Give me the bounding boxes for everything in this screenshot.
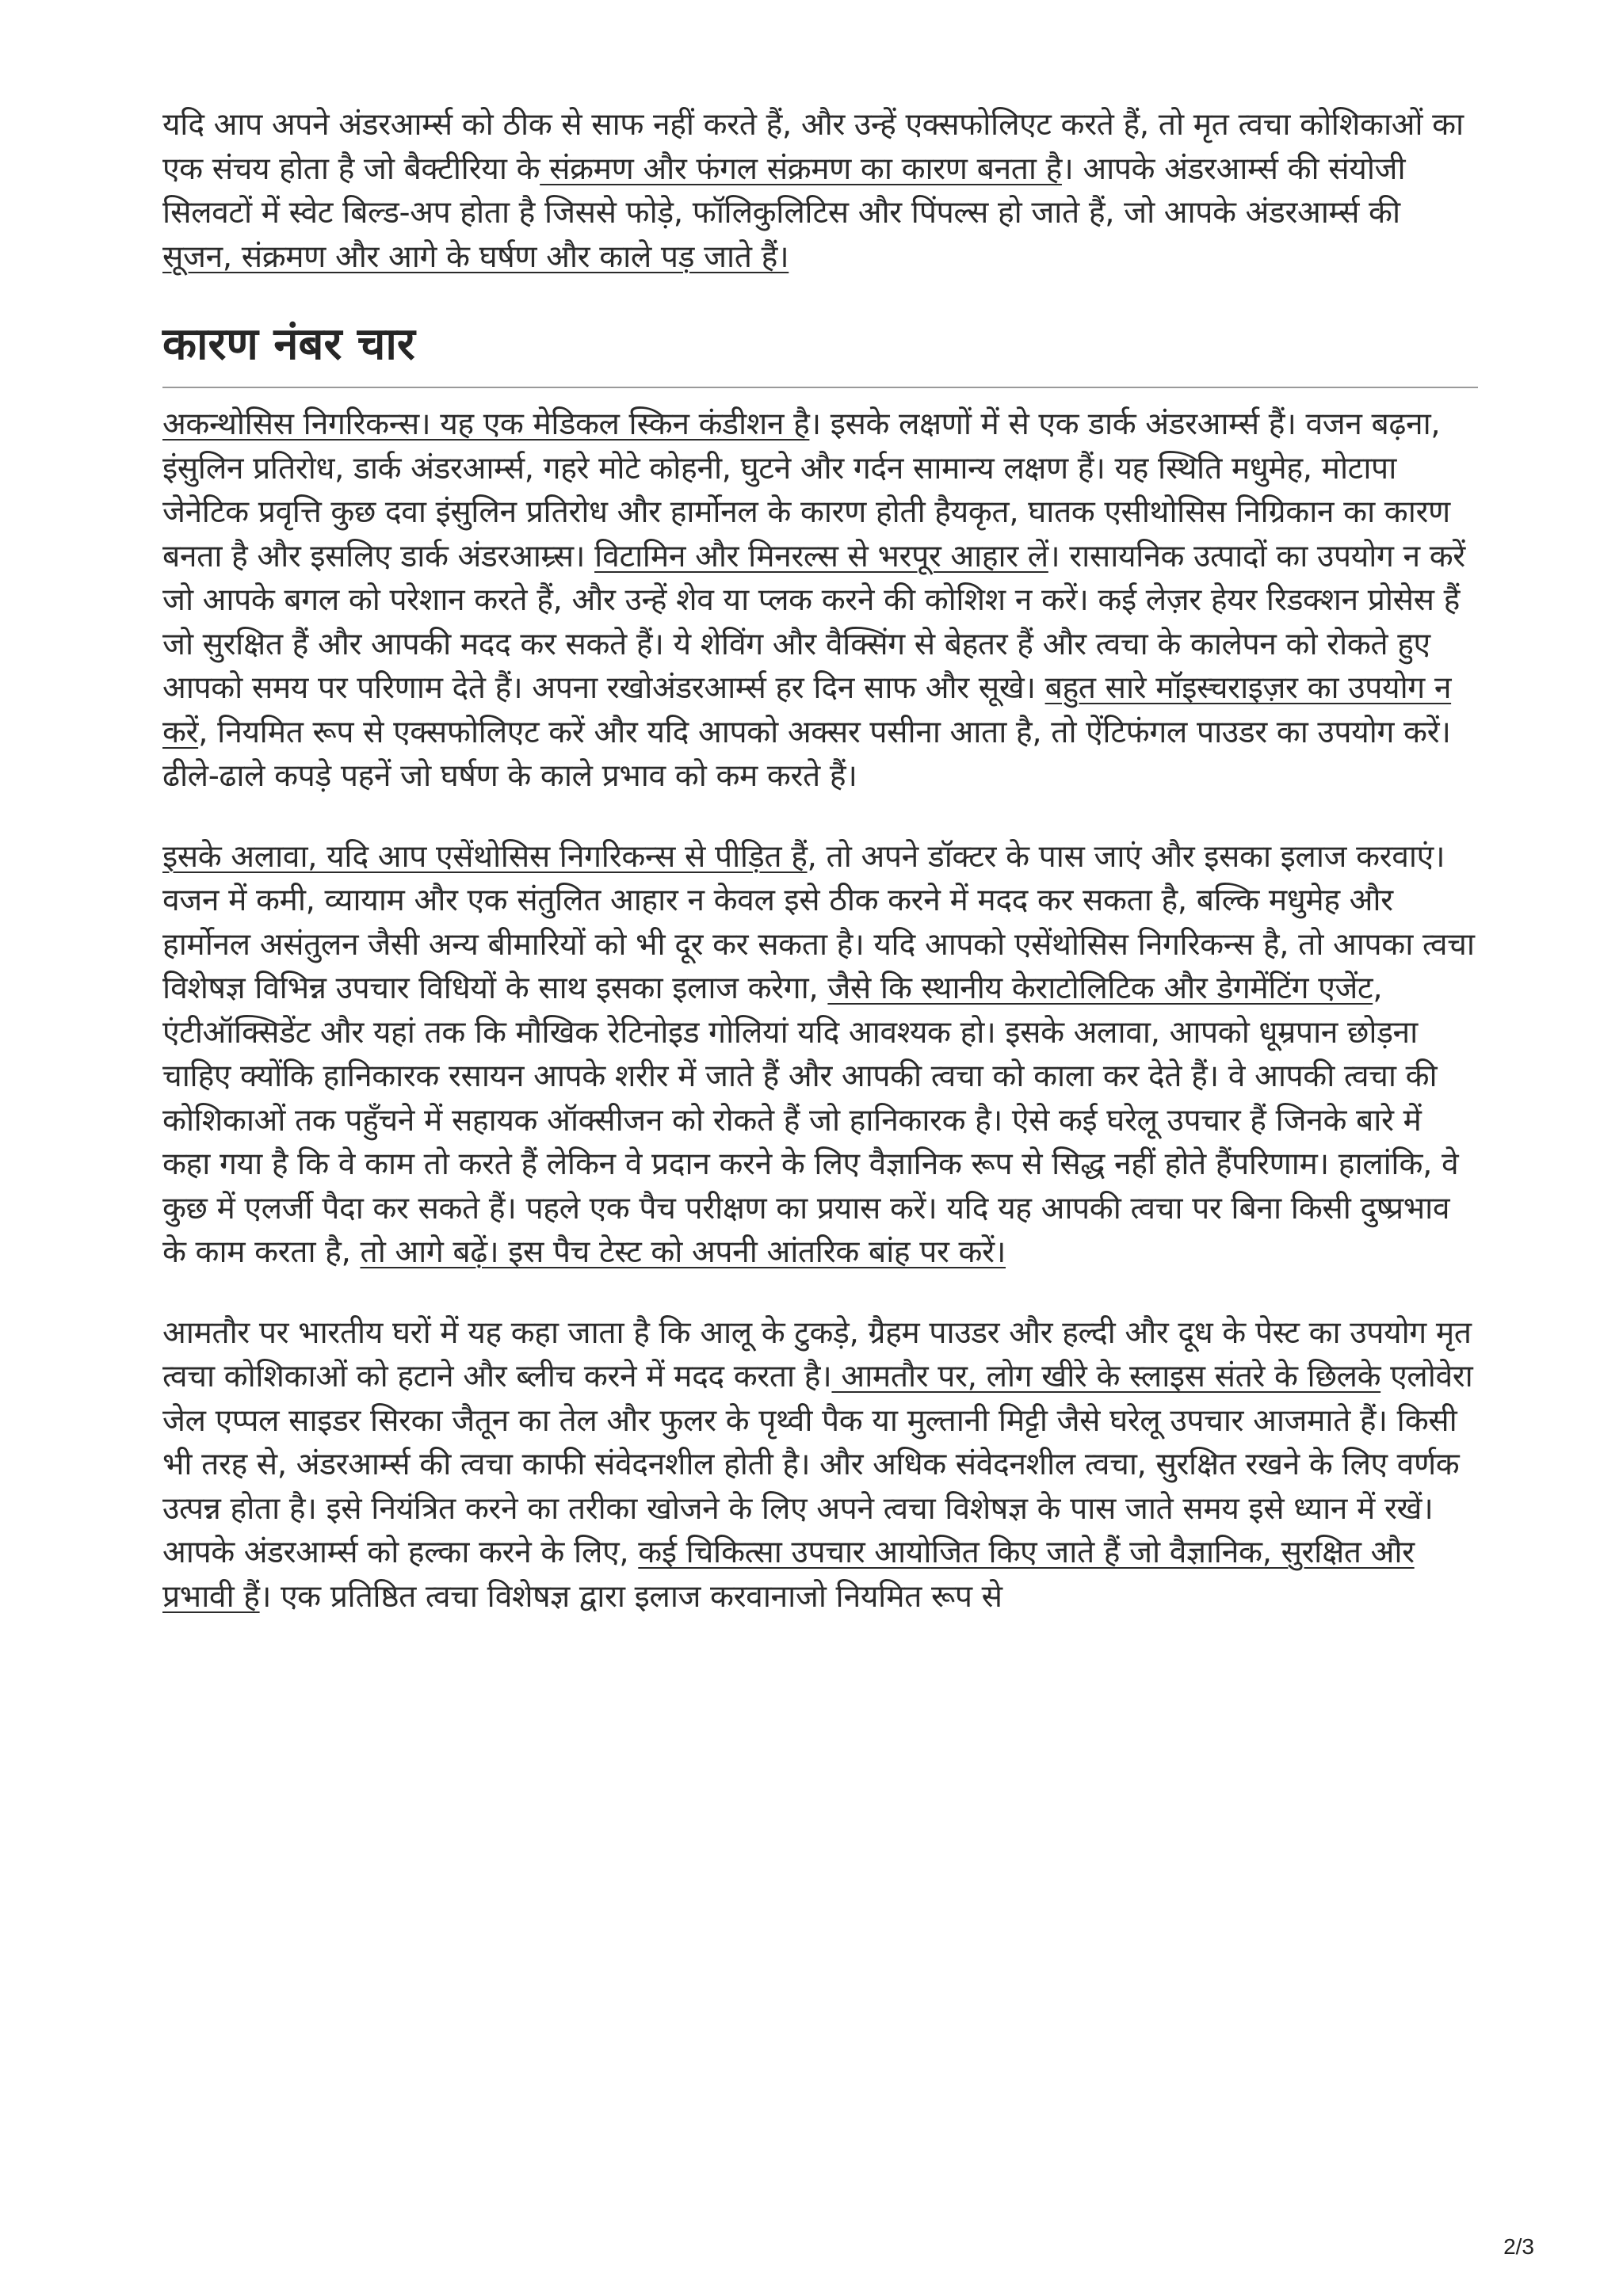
link-infection[interactable]: संक्रमण और फंगल संक्रमण का कारण बनता है <box>540 151 1062 187</box>
link-vitamin-diet[interactable]: विटामिन और मिनरल्स से भरपूर आहार लें <box>594 538 1048 574</box>
section-heading-block <box>162 317 1478 388</box>
document-page <box>162 103 1478 1619</box>
paragraph-1 <box>162 103 1478 279</box>
section-heading: कारण नंबर चार <box>162 318 415 370</box>
paragraph-1-text-1: यदि आप अपने अंडरआर्म्स को ठीक से साफ नहीं करते हैं, और उन्हें एक्सफोलिएट करते हैं, तो मृत त्वचा कोशिकाओं का एक संचय होता है जो बैक्टीरिया के <box>162 107 1464 187</box>
paragraph-3 <box>162 835 1478 1275</box>
paragraph-gap <box>162 1275 1478 1311</box>
link-keratolytic-agents[interactable]: जैसे कि स्थानीय केराटोलिटिक और डेगमेंटिंग एजेंट <box>827 971 1373 1006</box>
paragraph-2-text-1: । इसके लक्षणों में से एक डार्क अंडरआर्म्स हैं। वजन बढ़ना, इंसुलिन प्रतिरोध, डार्क अंडरआर्म्स, गहरे मोटे कोहनी, घुटने और गर्दन सामान्य लक्षण हैं। यह स्थिति मधुमेह, मोटापा जेनेटिक प्रवृत्ति कुछ दवा इंसुलिन प्रतिरोध और हार्मोनल के कारण होती हैयकृत, घातक एसीथोसिस निग्रिकान का कारण बनता है और इसलिए डार्क अंडरआम्र्स। <box>162 406 1450 574</box>
paragraph-4-text-1: आमतौर पर भारतीय घरों में यह कहा जाता है कि आलू के टुकड़े, ग्रैहम पाउडर और हल्दी और दूध के पेस्ट का उपयोग मृत त्वचा कोशिकाओं को हटाने और ब्लीच करने में मदद करता है। <box>162 1314 1472 1394</box>
link-acanthosis[interactable]: अकन्थोसिस निगरिकन्स। यह एक मेडिकल स्किन कंडीशन है <box>162 406 810 442</box>
paragraph-2-text-3: , नियमित रूप से एक्सफोलिएट करें और यदि आपको अक्सर पसीना आता है, तो ऐंटिफंगल पाउडर का उपयोग करें। ढीले-ढाले कपड़े पहनें जो घर्षण के काले प्रभाव को कम करते हैं। <box>162 714 1451 794</box>
page-number: 2/3 <box>1503 2234 1534 2259</box>
paragraph-3-text-1: , तो अपने डॉक्टर के पास जाएं और इसका इलाज करवाएं। वजन में कमी, व्यायाम और एक संतुलित आहार न केवल इसे ठीक करने में मदद कर सकता है, बल्कि मधुमेह और हार्मोनल असंतुलन जैसी अन्य बीमारियों को भी दूर कर सकता है। यदि आपको एसेंथोसिस निगरिकन्स है, तो आपका त्वचा विशेषज्ञ विभिन्न उपचार विधियों के साथ इसका इलाज करेगा, <box>162 838 1475 1006</box>
paragraph-4-text-2: एलोवेरा जेल एप्पल साइडर सिरका जैतून का तेल और फुलर के पृथ्वी पैक या मुल्तानी मिट्टी जैसे घरेलू उपचार आजमाते हैं। किसी भी तरह से, अंडरआर्म्स की त्वचा काफी संवेदनशील होती है। और अधिक संवेदनशील त्वचा, सुरक्षित रखने के लिए वर्णक उत्पन्न होता है। इसे नियंत्रित करने का तरीका खोजने के लिए अपने त्वचा विशेषज्ञ के पास जाते समय इसे ध्यान में रखें। आपके अंडरआर्म्स को हल्का करने के लिए, <box>162 1359 1473 1570</box>
paragraph-2-text-2: । रासायनिक उत्पादों का उपयोग न करें जो आपके बगल को परेशान करते हैं, और उन्हें शेव या प्लक करने की कोशिश न करें। कई लेज़र हेयर रिडक्शन प्रोसेस हैं जो सुरक्षित हैं और आपकी मदद कर सकते हैं। ये शेविंग और वैक्सिंग से बेहतर हैं और त्वचा के कालेपन को रोकते हुए आपको समय पर परिणाम देते हैं। अपना रखोअंडरआर्म्स हर दिन साफ और सूखे। <box>162 538 1465 706</box>
paragraph-4-text-3: । एक प्रतिष्ठित त्वचा विशेषज्ञ द्वारा इलाज करवानाजो नियमित रूप से <box>259 1578 1002 1615</box>
link-home-remedies[interactable]: आमतौर पर, लोग खीरे के स्लाइस संतरे के छिलके <box>831 1359 1381 1394</box>
link-swelling[interactable]: सूजन, संक्रमण और आगे के घर्षण और काले पड़ जाते हैं। <box>162 238 789 275</box>
paragraph-2 <box>162 402 1478 799</box>
link-acanthosis-suffering[interactable]: इसके अलावा, यदि आप एसेंथोसिस निगरिकन्स से पीड़ित हैं <box>162 838 808 875</box>
link-medical-treatments[interactable]: कई चिकित्सा उपचार आयोजित किए जाते हैं जो वैज्ञानिक, सुरक्षित और प्रभावी हैं <box>162 1535 1415 1615</box>
link-patch-test[interactable]: तो आगे बढ़ें। इस पैच टेस्ट को अपनी आंतरिक बांह पर करें। <box>360 1234 1006 1270</box>
paragraph-gap <box>162 799 1478 835</box>
link-moisturizer[interactable]: बहुत सारे मॉइस्चराइज़र का उपयोग न करें <box>162 670 1452 750</box>
paragraph-3-text-2: , एंटीऑक्सिडेंट और यहां तक कि मौखिक रेटिनोइड गोलियां यदि आवश्यक हो। इसके अलावा, आपको धूम्रपान छोड़ना चाहिए क्योंकि हानिकारक रसायन आपके शरीर में जाते हैं और आपकी त्वचा को काला कर देते हैं। वे आपकी त्वचा की कोशिकाओं तक पहुँचने में सहायक ऑक्सीजन को रोकते हैं जो हानिकारक है। ऐसे कई घरेलू उपचार हैं जिनके बारे में कहा गया है कि वे काम तो करते हैं लेकिन वे प्रदान करने के लिए वैज्ञानिक रूप से सिद्ध नहीं होते हैंपरिणाम। हालांकि, वे कुछ में एलर्जी पैदा कर सकते हैं। पहले एक पैच परीक्षण का प्रयास करें। यदि यह आपकी त्वचा पर बिना किसी दुष्प्रभाव के काम करता है, <box>162 971 1459 1270</box>
paragraph-4 <box>162 1311 1478 1619</box>
paragraph-1-text-2: । आपके अंडरआर्म्स की संयोजी सिलवटों में स्वेट बिल्ड-अप होता है जिससे फोड़े, फॉलिकुलिटिस और पिंपल्स हो जाते हैं, जो आपके अंडरआर्म्स की <box>162 151 1406 231</box>
